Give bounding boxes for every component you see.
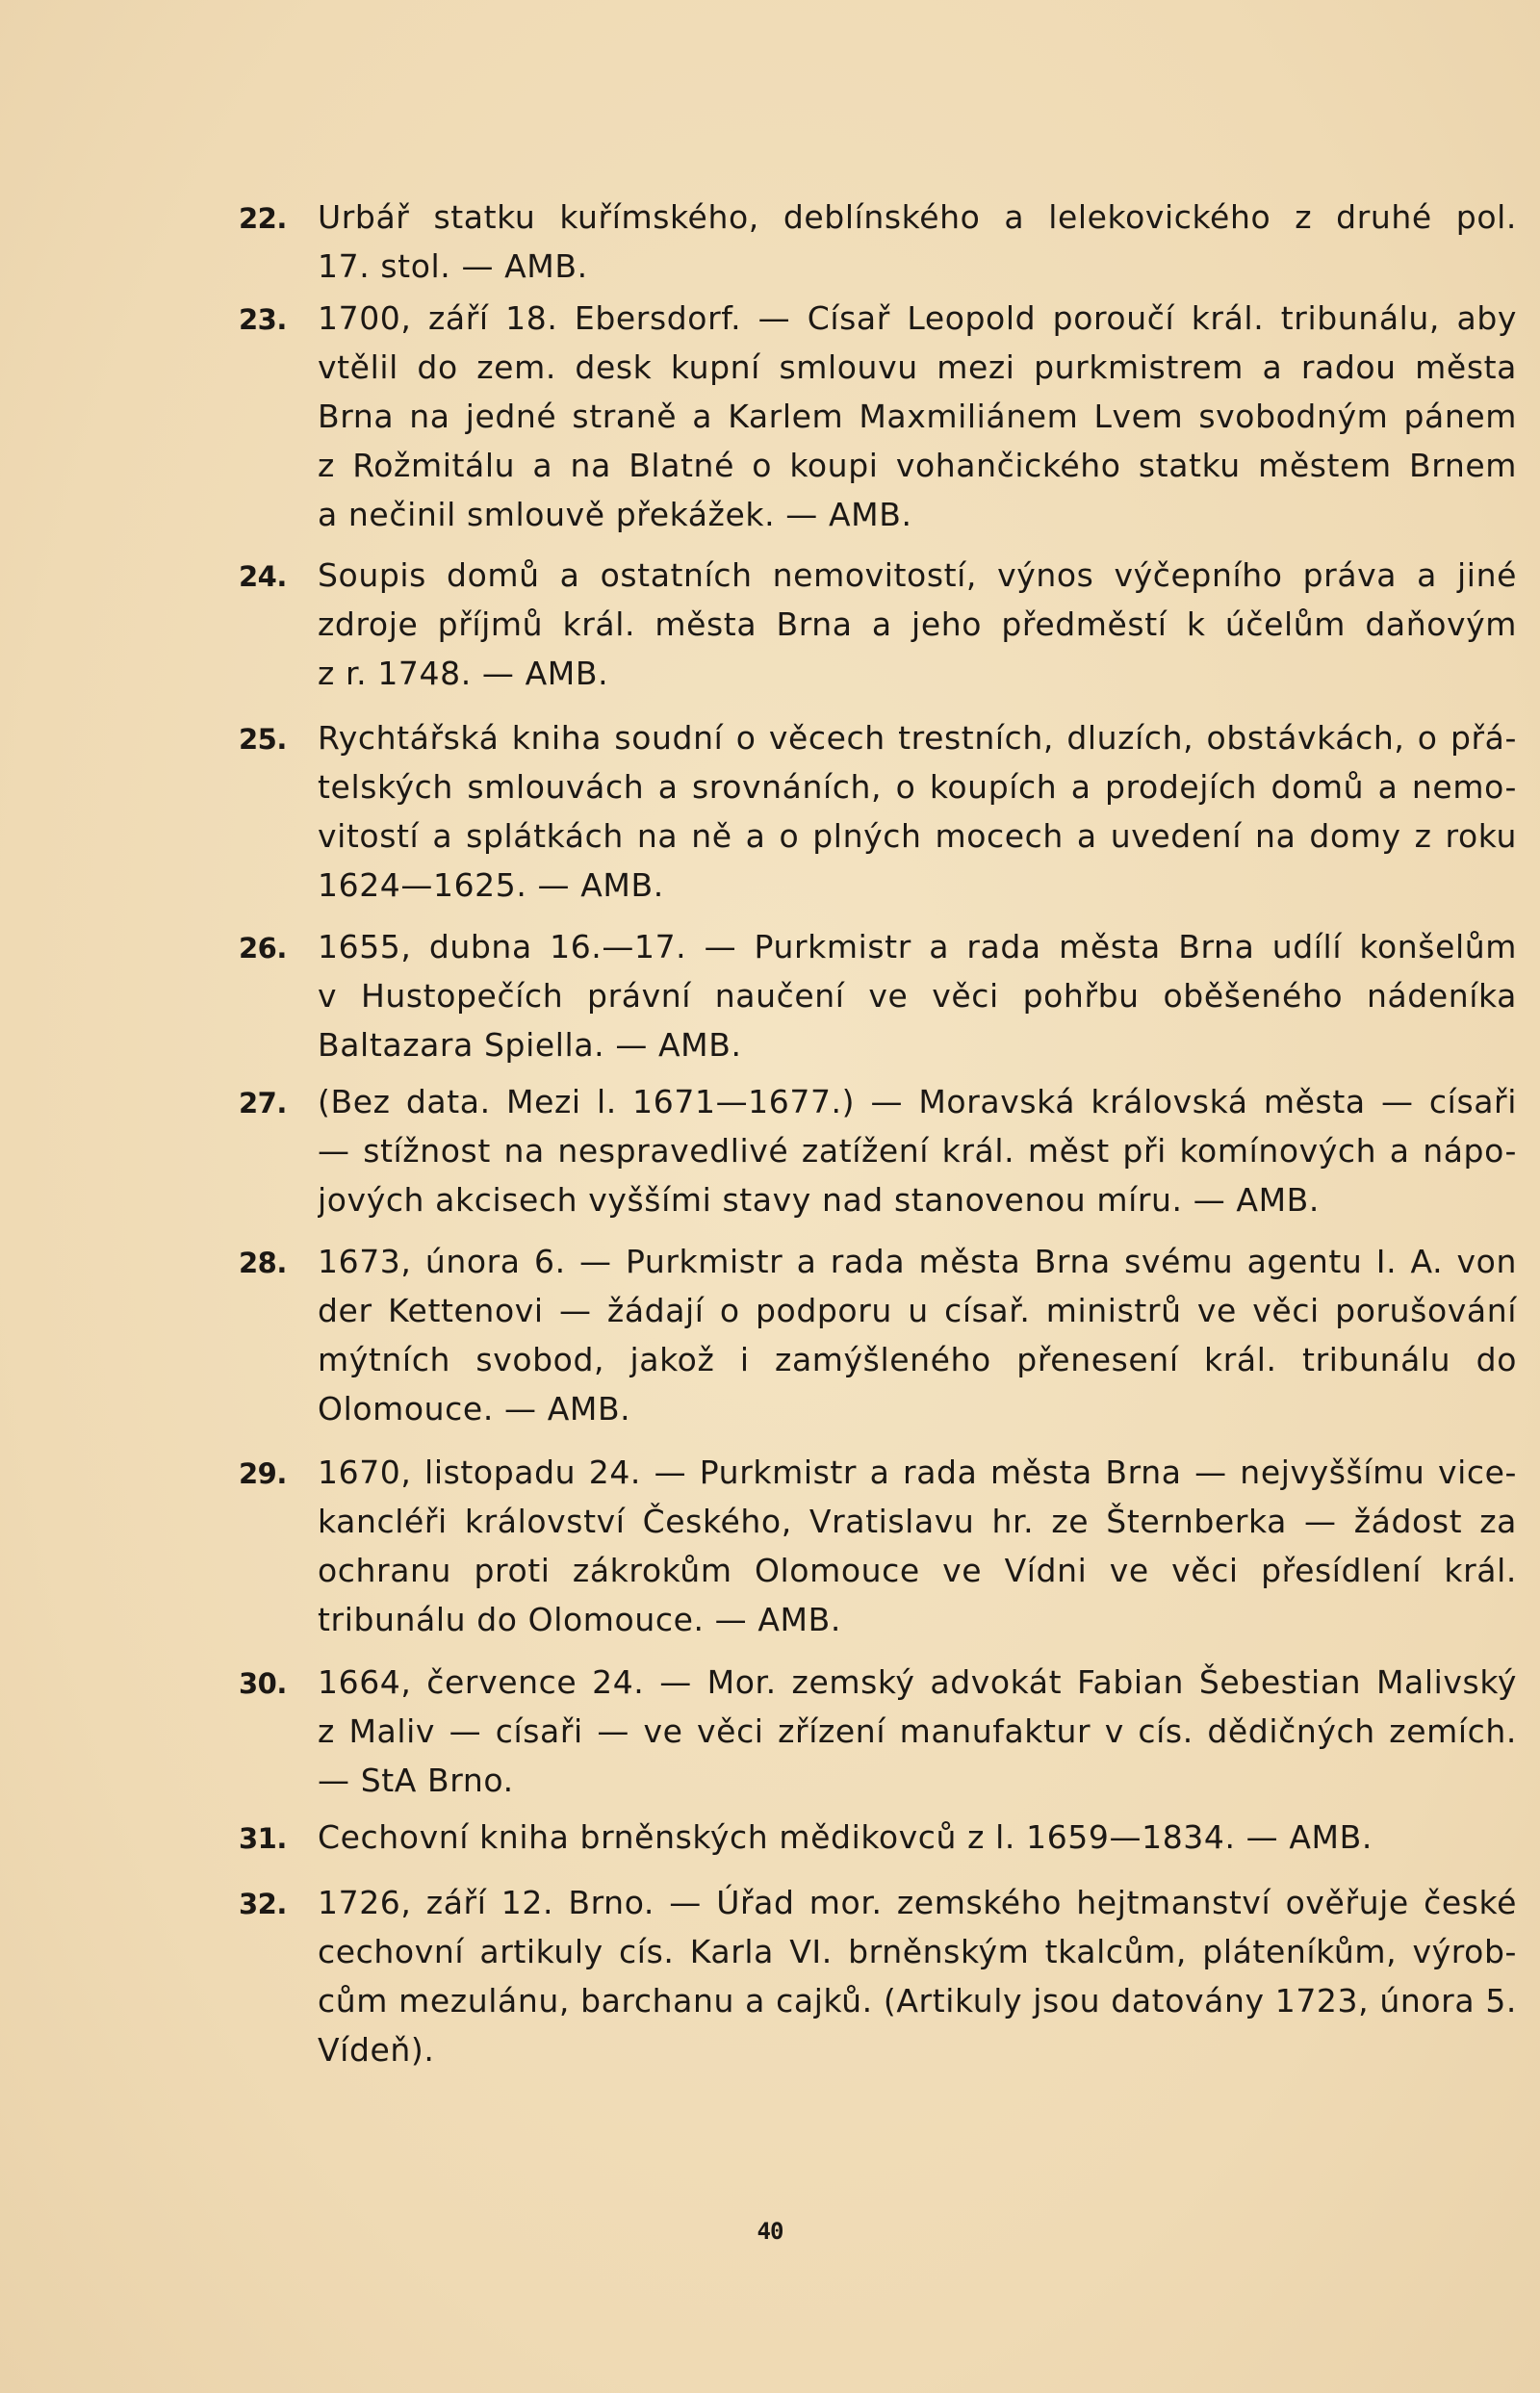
entry-line: 1664, července 24. — Mor. zemský advokát Fabian Šebestian Malivský [318,1663,1517,1701]
entry-text [318,1077,1517,1224]
entry-line: vitostí a splátkách na ně a o plných mocech a uvedení na domy z roku [318,817,1517,855]
entry-line: tribunálu do Olomouce. — AMB. [318,1601,841,1638]
entry-number: 26. [239,932,287,965]
entry-line: 1624—1625. — AMB. [318,866,664,904]
entry-line: der Kettenovi — žádají o podporu u císař. ministrů ve věci porušování [318,1292,1517,1329]
entry-line: Olomouce. — AMB. [318,1390,631,1428]
entry-line: 1726, září 12. Brno. — Úřad mor. zemského hejtmanství ověřuje české [318,1884,1517,1921]
entry-line: Urbář statku kuřímského, deblínského a lelekovického z druhé pol. [318,198,1517,236]
entry-line: 1700, září 18. Ebersdorf. — Císař Leopold poroučí král. tribunálu, aby [318,299,1517,337]
entry-line: Brna na jedné straně a Karlem Maxmiliánem Lvem svobodným pánem [318,398,1517,435]
entry-number: 25. [239,723,287,756]
entry-text [318,1658,1517,1805]
entry-number: 28. [239,1247,287,1279]
entry-line: 1673, února 6. — Purkmistr a rada města Brna svému agentu I. A. von [318,1243,1517,1280]
entry-line: 17. stol. — AMB. [318,247,588,285]
entry-text [318,922,1517,1069]
entry-number: 22. [239,202,287,235]
catalog-entry [239,1658,1528,1805]
entry-number: 24. [239,560,287,593]
entry-number: 23. [239,303,287,336]
entry-line: Soupis domů a ostatních nemovitostí, výnos výčepního práva a jiné [318,556,1517,594]
entry-text [318,1878,1517,2074]
entry-line: z Maliv — císaři — ve věci zřízení manufaktur v cís. dědičných zemích. [318,1712,1517,1750]
catalog-entry [239,1077,1528,1224]
entry-line: — StA Brno. [318,1762,514,1799]
entry-line: ochranu proti zákrokům Olomouce ve Vídni ve věci přesídlení král. [318,1552,1517,1589]
page-number: 40 [757,2218,783,2245]
entry-line: mýtních svobod, jakož i zamýšleného přenesení král. tribunálu do [318,1341,1517,1378]
entry-line: jových akcisech vyššími stavy nad stanovenou míru. — AMB. [318,1181,1320,1219]
entry-line: Baltazara Spiella. — AMB. [318,1026,742,1064]
catalog-entry [239,294,1528,539]
entry-line: — stížnost na nespravedlivé zatížení král. měst při komínových a nápo- [318,1132,1517,1170]
entry-line: z r. 1748. — AMB. [318,655,609,692]
catalog-entry [239,551,1528,698]
entry-line: cechovní artikuly cís. Karla VI. brněnským tkalcům, pláteníkům, výrob- [318,1933,1517,1970]
entry-text [318,1237,1517,1433]
entry-line: 1655, dubna 16.—17. — Purkmistr a rada města Brna udílí konšelům [318,928,1517,965]
entry-number: 32. [239,1888,287,1920]
entry-text [318,713,1517,910]
entry-line: vtělil do zem. desk kupní smlouvu mezi purkmistrem a radou města [318,348,1517,386]
entry-text [318,1813,1517,1862]
entry-text [318,551,1517,698]
entry-number: 30. [239,1667,287,1700]
entry-line: a nečinil smlouvě překážek. — AMB. [318,496,912,533]
entry-text [318,294,1517,539]
entry-line: v Hustopečích právní naučení ve věci pohřbu oběšeného nádeníka [318,977,1517,1015]
entry-line: zdroje příjmů král. města Brna a jeho předměstí k účelům daňovým [318,605,1517,643]
catalog-entry [239,1813,1528,1862]
entry-line: 1670, listopadu 24. — Purkmistr a rada města Brna — nejvyššímu vice- [318,1454,1517,1491]
catalog-entry [239,1878,1528,2074]
entry-line: telských smlouvách a srovnáních, o koupích a prodejích domů a nemo- [318,768,1517,806]
entry-number: 27. [239,1087,287,1119]
entry-line: cům mezulánu, barchanu a cajků. (Artikuly jsou datovány 1723, února 5. [318,1982,1517,2020]
catalog-entry [239,1448,1528,1644]
entry-line: Vídeň). [318,2031,435,2069]
catalog-entry [239,1237,1528,1433]
entry-number: 29. [239,1457,287,1490]
entry-text [318,1448,1517,1644]
entry-line: Rychtářská kniha soudní o věcech trestních, dluzích, obstávkách, o přá- [318,719,1517,757]
catalog-entry [239,922,1528,1069]
entry-line: z Rožmitálu a na Blatné o koupi vohančického statku městem Brnem [318,447,1517,484]
catalog-entry [239,193,1528,291]
entry-number: 31. [239,1822,287,1855]
entry-line: kancléři království Českého, Vratislavu hr. ze Šternberka — žádost za [318,1503,1517,1540]
catalog-entry [239,713,1528,910]
entry-line: Cechovní kniha brněnských mědikovců z l. 1659—1834. — AMB. [318,1818,1373,1856]
entry-line: (Bez data. Mezi l. 1671—1677.) — Moravská královská města — císaři [318,1083,1517,1120]
entry-text [318,193,1517,291]
